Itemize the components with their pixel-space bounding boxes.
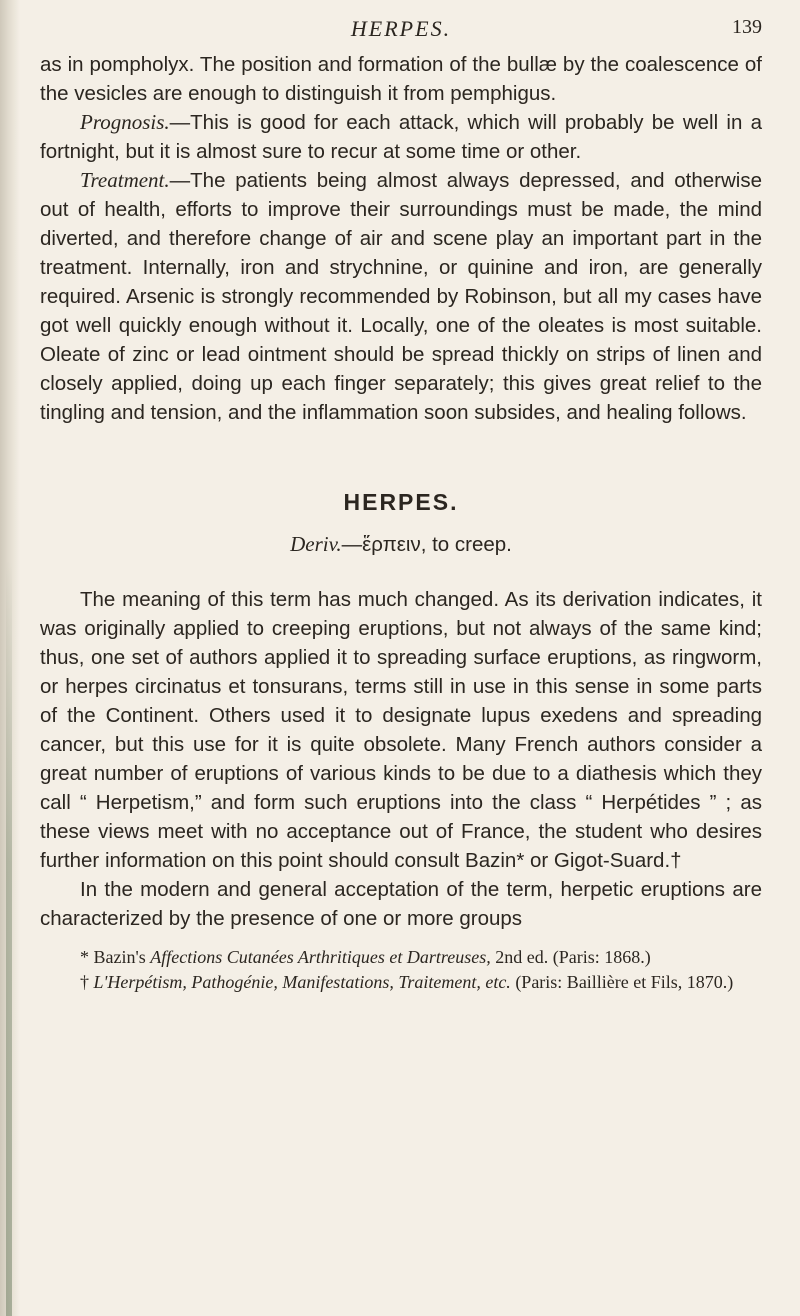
footnote-gigot-suffix: (Paris: Baillière et Fils, 1870.) (510, 972, 734, 992)
running-head-title: HERPES. (350, 16, 452, 41)
paragraph-prognosis (40, 108, 762, 166)
treatment-label: Treatment. (80, 168, 170, 192)
prognosis-text: —This is good for each attack, which will probably be well in a fortnight, but it is almost sure to recur at some time or other. (40, 111, 762, 163)
paragraph-treatment (40, 166, 762, 427)
treatment-text: —The patients being almost always depressed, and otherwise out of health, efforts to improve their surroundings must be made, the mind diverted, and therefore change of air and scene play an important part in the treatment. Internally, iron and strychnine, or quinine and iron, are generally required. Arsenic is strongly recommended by Robinson, but all my cases have got well quickly enough without it. Locally, one of the oleates is most suitable. Oleate of zinc or lead ointment should be spread thickly on strips of linen and closely applied, doing up each finger separately; this gives great relief to the tingling and tension, and the inflammation soon subsides, and healing follows. (40, 169, 762, 424)
footnote-gigot-suard (40, 970, 762, 995)
derivation-line (40, 532, 762, 557)
section-heading: HERPES. (343, 489, 459, 515)
footnote-bazin (40, 945, 762, 970)
page-gutter-shadow (0, 0, 20, 1316)
prognosis-label: Prognosis. (80, 110, 170, 134)
paragraph-meaning: The meaning of this term has much changed. As its derivation indicates, it was originally applied to creeping eruptions, but not always of the same kind; thus, one set of authors applied it to spreading surface eruptions, as ringworm, or herpes circinatus et tonsurans, terms still in use in this sense in some parts of the Continent. Others used it to designate lupus exedens and spreading cancer, but this use for it is quite obsolete. Many French authors consider a great number of eruptions of various kinds to be due to a diathesis which they call “ Herpetism,” and form such eruptions into the class “ Herpétides ” ; as these views meet with no acceptance out of France, the student who desires further information on this point should consult Bazin* or Gigot-Suard.† (40, 588, 762, 872)
page-number: 139 (732, 16, 762, 38)
running-head (40, 10, 762, 50)
footnote-bazin-suffix: 2nd ed. (Paris: 1868.) (490, 947, 651, 967)
footnote-gigot-prefix: † (80, 972, 94, 992)
footnote-bazin-title: Affections Cutanées Arthritiques et Dartreuses, (150, 947, 491, 967)
paragraph-continuation: as in pompholyx. The position and formation of the bullæ by the coalescence of the vesicles are enough to distinguish it from pemphigus. (40, 53, 762, 105)
footnote-gigot-title: L'Herpétism, Pathogénie, Manifestations, Traitement, etc. (93, 972, 511, 992)
paragraph-modern-acceptation: In the modern and general acceptation of the term, herpetic eruptions are characterized by the presence of one or more groups (40, 878, 762, 930)
footnote-bazin-prefix: * Bazin's (80, 947, 151, 967)
book-page (40, 10, 762, 995)
footnotes (40, 945, 762, 995)
deriv-text: —ἕρπειν, to creep. (341, 533, 512, 556)
deriv-label: Deriv. (290, 532, 342, 556)
